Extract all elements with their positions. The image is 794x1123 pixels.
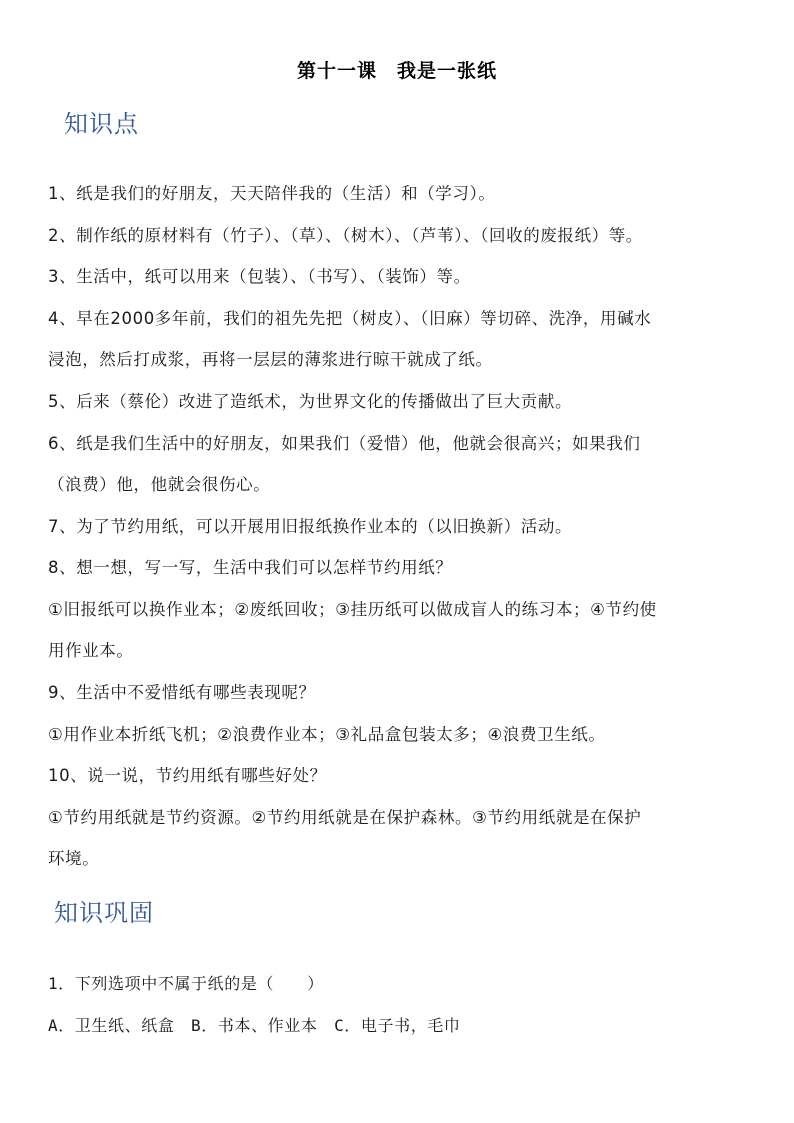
- practice-question-1-options: A．卫生纸、纸盒 B．书本、作业本 C．电子书，毛巾: [48, 1016, 461, 1035]
- page-title: 第十一课 我是一张纸: [296, 60, 497, 82]
- knowledge-item-1: 1、纸是我们的好朋友，天天陪伴我的（生活）和（学习）。: [48, 184, 496, 203]
- knowledge-item-2: 2、制作纸的原材料有（竹子）、（草）、（树木）、（芦苇）、（回收的废报纸）等。: [48, 226, 643, 245]
- knowledge-item-7: 7、为了节约用纸，可以开展用旧报纸换作业本的（以旧换新）活动。: [48, 517, 573, 536]
- knowledge-item-10-answer-line-1: ①节约用纸就是节约资源。②节约用纸就是在保护森林。③节约用纸就是在保护: [48, 808, 642, 827]
- practice-question-1: 1．下列选项中不属于纸的是（ ）: [48, 974, 324, 993]
- knowledge-item-3: 3、生活中，纸可以用来（包装）、（书写）、（装饰）等。: [48, 267, 471, 286]
- knowledge-item-6-line-2: （浪费）他，他就会很伤心。: [48, 475, 271, 494]
- knowledge-item-4-line-1: 4、早在2000多年前，我们的祖先先把（树皮）、（旧麻）等切碎、洗净，用碱水: [48, 309, 652, 328]
- knowledge-item-9: 9、生活中不爱惜纸有哪些表现呢？: [48, 683, 316, 702]
- knowledge-item-8-answer-line-2: 用作业本。: [48, 641, 134, 660]
- knowledge-item-10-answer-line-2: 环境。: [48, 849, 100, 868]
- knowledge-item-10: 10、说一说，节约用纸有哪些好处？: [48, 766, 327, 785]
- knowledge-item-4-line-2: 浸泡，然后打成浆，再将一层层的薄浆进行晾干就成了纸。: [48, 350, 493, 369]
- knowledge-item-8-answer-line-1: ①旧报纸可以换作业本；②废纸回收；③挂历纸可以做成盲人的练习本；④节约使: [48, 600, 657, 619]
- knowledge-item-8: 8、想一想，写一写，生活中我们可以怎样节约用纸？: [48, 558, 453, 577]
- knowledge-item-6-line-1: 6、纸是我们生活中的好朋友，如果我们（爱惜）他，他就会很高兴；如果我们: [48, 434, 641, 453]
- section-heading-knowledge: 知识点: [64, 110, 139, 138]
- knowledge-item-9-answer: ①用作业本折纸飞机；②浪费作业本；③礼品盒包装太多；④浪费卫生纸。: [48, 725, 606, 744]
- knowledge-item-5: 5、后来（蔡伦）改进了造纸术，为世界文化的传播做出了巨大贡献。: [48, 392, 573, 411]
- section-heading-practice: 知识巩固: [54, 899, 154, 927]
